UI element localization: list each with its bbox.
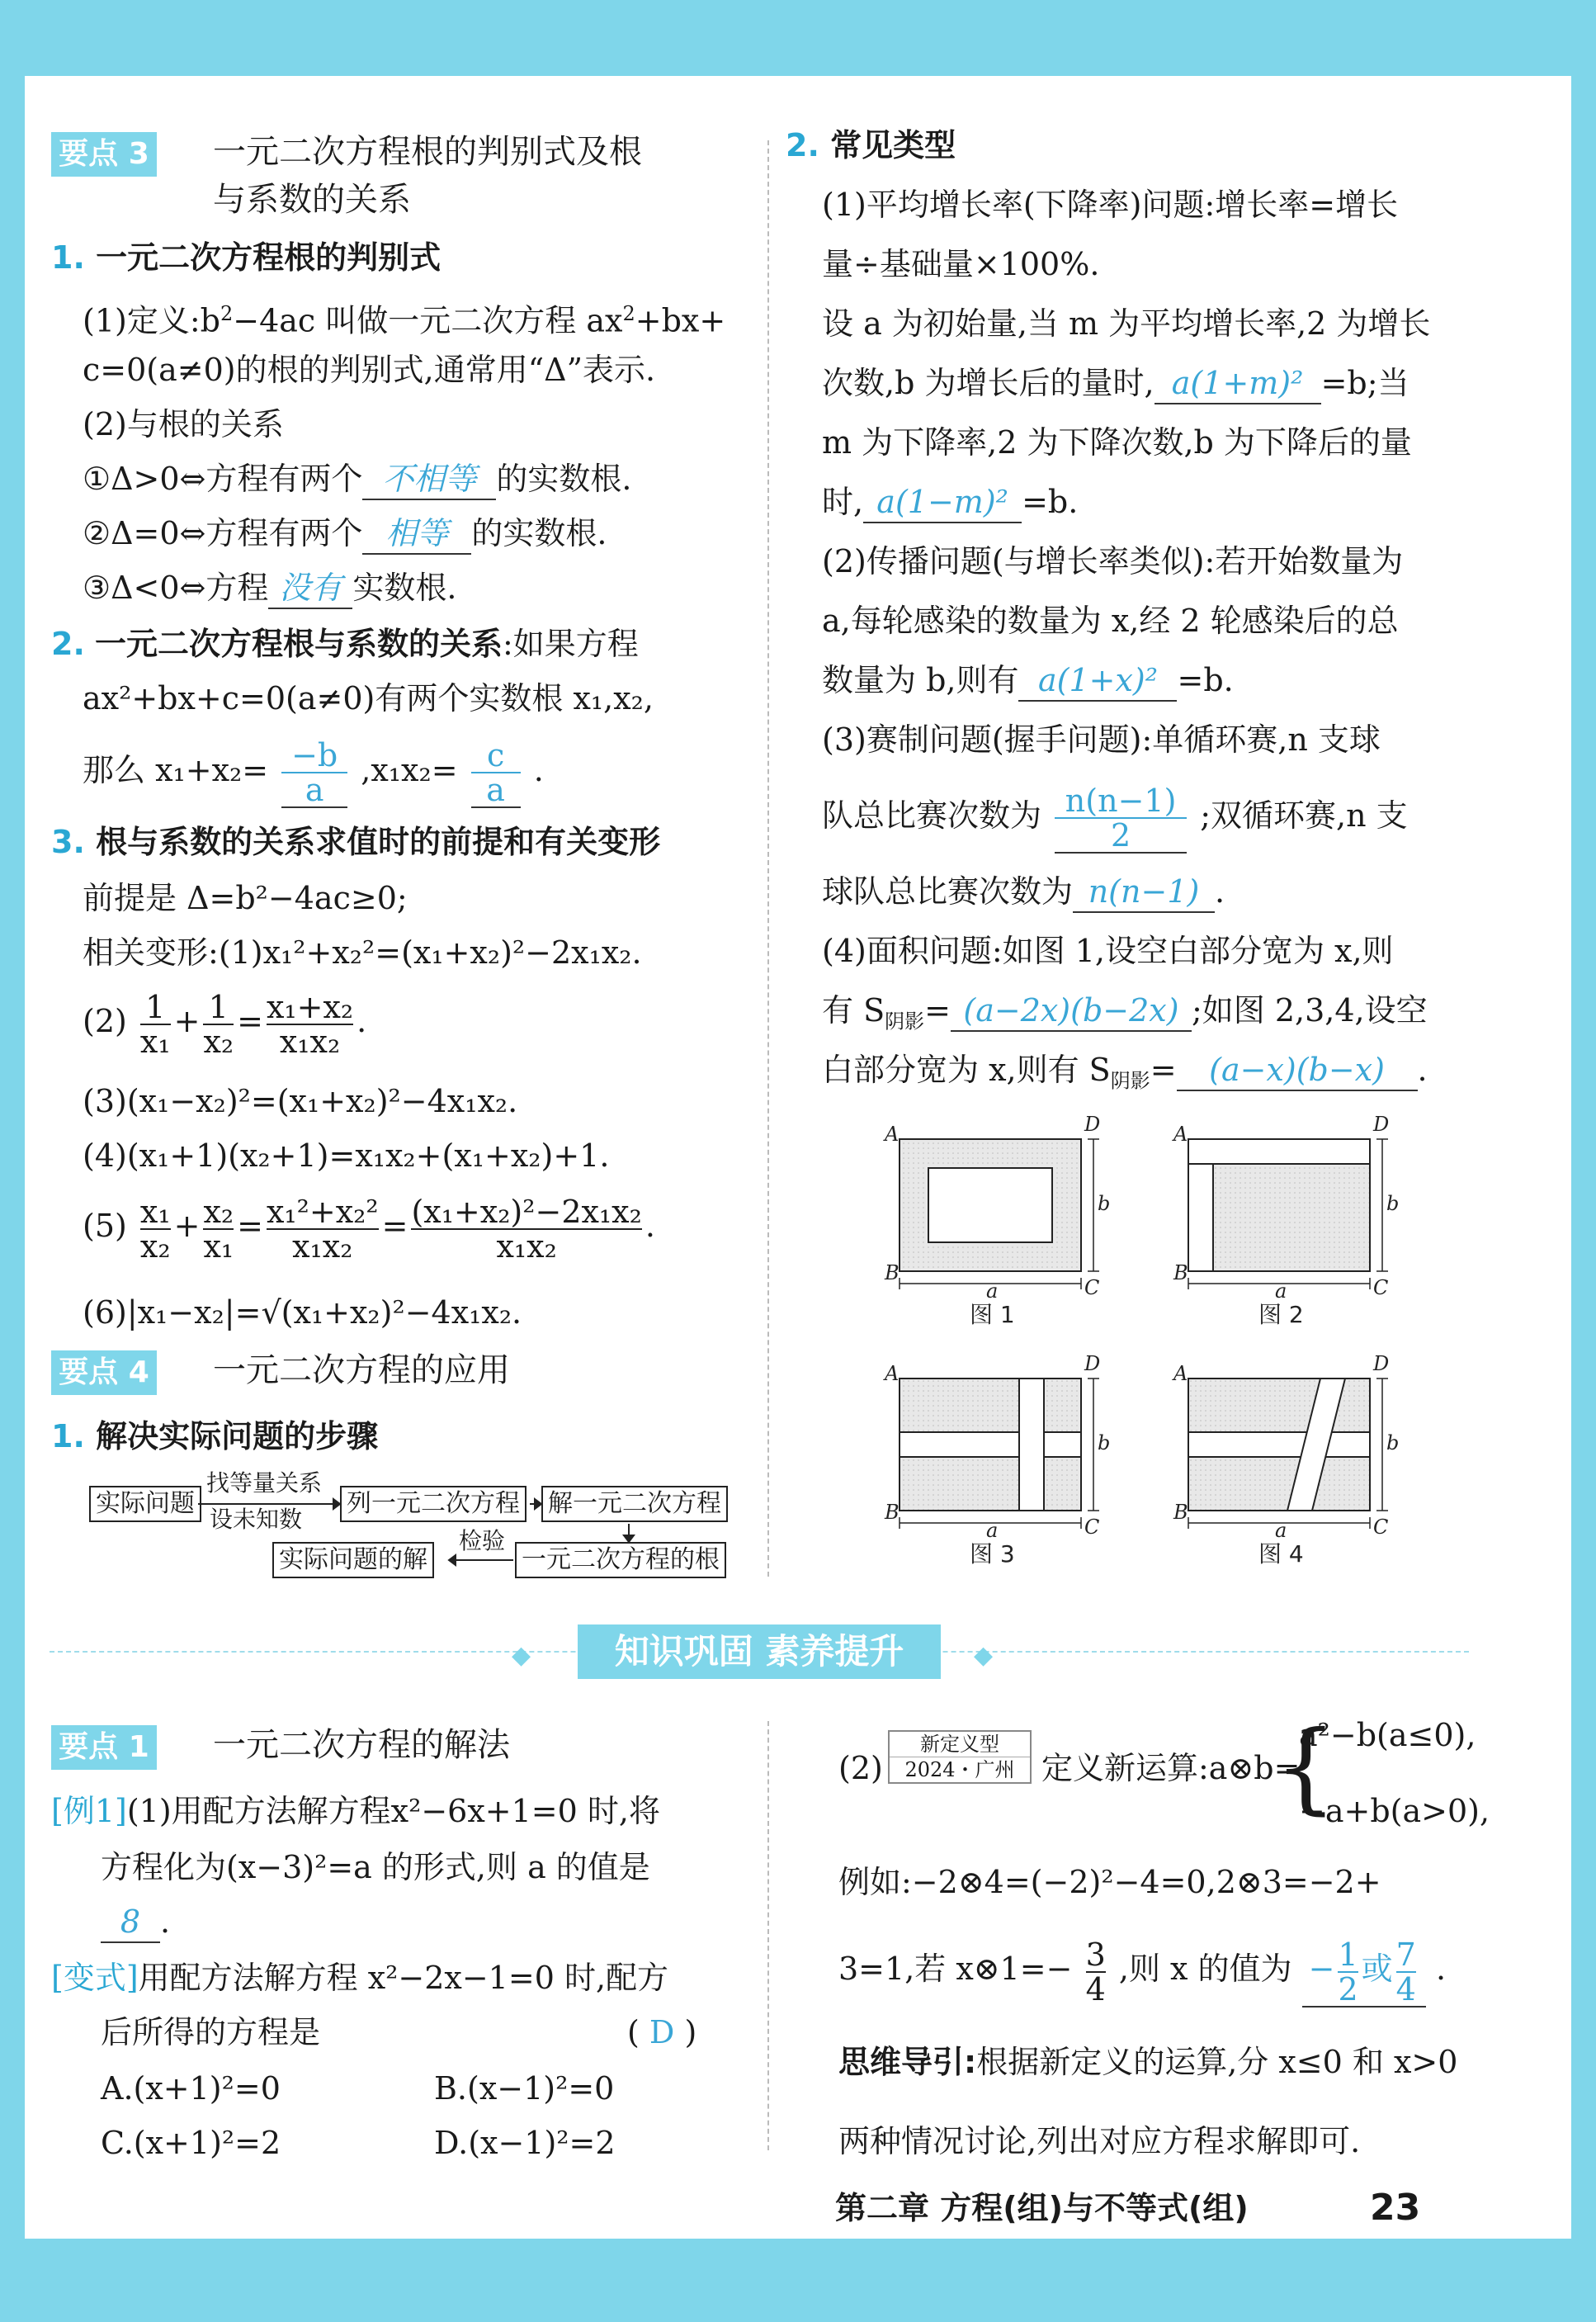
denominator: 4 — [1085, 1970, 1106, 2008]
text: +bx+ — [635, 302, 726, 339]
text: 阴影 — [885, 1010, 925, 1033]
fig1-inner-rect — [928, 1168, 1052, 1242]
brace-icon: { — [1274, 1710, 1338, 1825]
numerator: −b — [281, 739, 347, 773]
subsection-title: 一元二次方程根与系数的关系 — [94, 626, 503, 662]
text: . — [645, 1208, 655, 1244]
option-b: B.(x−1)²=0 — [434, 2070, 615, 2107]
answer-blank: n(n−1) — [1073, 872, 1215, 913]
fig2-label-a: a — [1275, 1279, 1287, 1303]
key-point-tag: 要点 1 — [51, 1725, 157, 1770]
figure-2 — [1188, 1139, 1370, 1271]
question-type-badge — [888, 1730, 1032, 1784]
fig4-caption: 图 4 — [1258, 1540, 1304, 1568]
variant-label: [变式] — [51, 1960, 139, 1996]
text: 次数,b 为增长后的量时, — [822, 365, 1155, 401]
flow-label: 检验 — [459, 1527, 506, 1554]
text: (5) — [83, 1208, 127, 1244]
section-title: 一元二次方程的解法 — [213, 1726, 510, 1764]
text: 那么 x₁+x₂= — [83, 752, 269, 788]
answer-blank: a(1+x)² — [1018, 660, 1177, 702]
fig3-label-D: D — [1084, 1352, 1101, 1375]
answer-fraction — [1396, 1938, 1416, 2006]
numerator: 3 — [1085, 1936, 1106, 1973]
fig1-label-D: D — [1084, 1113, 1101, 1136]
fig3-label-a: a — [986, 1519, 999, 1542]
fig3-label-C: C — [1084, 1516, 1100, 1539]
text: ) — [684, 2014, 697, 2050]
text: 队总比赛次数为 — [822, 797, 1042, 834]
case-line: −a+b(a>0), — [1299, 1793, 1490, 1829]
answer-fraction — [1055, 784, 1187, 854]
answer-blank: 没有 — [268, 568, 352, 609]
flow-box: 列一元二次方程 — [340, 1486, 526, 1522]
text: 用配方法解方程 x²−2x−1=0 时,配方 — [138, 1960, 669, 1996]
fraction — [1086, 1938, 1106, 2006]
fig3-cross — [1020, 1433, 1043, 1456]
flow-box: 实际问题的解 — [272, 1542, 434, 1578]
text: + — [173, 1208, 201, 1244]
text: 有 S — [822, 992, 885, 1029]
numerator: n(n−1) — [1055, 784, 1187, 819]
key-point-tag: 要点 3 — [51, 132, 157, 177]
subsection-heading — [786, 125, 956, 165]
item-number: 1. — [51, 239, 85, 276]
section-title: 一元二次方程根的判别式及根 — [213, 133, 642, 171]
denominator: a — [305, 771, 324, 808]
denominator: 4 — [1395, 1970, 1416, 2008]
fig3-label-B: B — [885, 1501, 900, 1524]
numerator: 1 — [140, 991, 171, 1025]
numerator: x₂ — [203, 1193, 234, 1230]
guide-line — [838, 2042, 1457, 2082]
flow-box: 一元二次方程的根 — [515, 1542, 726, 1578]
text: ;如图 2,3,4,设空 — [1191, 992, 1428, 1029]
column-divider — [767, 140, 769, 1577]
choice-answer — [627, 2012, 696, 2052]
fig3-caption: 图 3 — [970, 1540, 1015, 1568]
fig2-label-C: C — [1373, 1276, 1389, 1299]
flow-box: 实际问题 — [89, 1486, 201, 1522]
definition-line: 定义新运算:a⊗b= — [1041, 1750, 1301, 1786]
text-line: (2)与根的关系 — [83, 406, 284, 442]
answer-blank — [1302, 1932, 1426, 2008]
badge-type: 新定义型 — [920, 1733, 999, 1756]
variant-line — [51, 1958, 668, 1998]
text-line: ax²+bx+c=0(a≠0)有两个实数根 x₁,x₂, — [83, 680, 654, 716]
answer-blank: (a−2x)(b−2x) — [951, 991, 1192, 1032]
numerator: (x₁+x₂)²−2x₁x₂ — [411, 1193, 642, 1230]
badge-source: 2024・广州 — [890, 1757, 1030, 1782]
fig1-label-b: b — [1098, 1192, 1111, 1215]
denominator: x₂ — [203, 1023, 234, 1060]
denominator: 2 — [1338, 1970, 1358, 2008]
denominator: a — [486, 771, 505, 808]
flow-label: 找等量关系 — [206, 1469, 323, 1497]
fig4-label-a: a — [1275, 1519, 1287, 1542]
subsection-title: 一元二次方程根的判别式 — [96, 239, 441, 276]
formula-line: (3)(x₁−x₂)²=(x₁+x₂)²−4x₁x₂. — [83, 1083, 518, 1119]
fig4-label-b: b — [1386, 1431, 1400, 1454]
text: − — [1308, 1951, 1335, 1987]
question-label: (2) — [838, 1750, 883, 1786]
text: . — [160, 1903, 171, 1940]
numerator: 1 — [1338, 1936, 1358, 1973]
example-label: [例1] — [51, 1793, 127, 1829]
example-line — [51, 1791, 660, 1831]
figure-4 — [1188, 1379, 1370, 1511]
text: =b. — [1022, 484, 1079, 520]
text: . — [357, 1003, 367, 1039]
denominator: x₁x₂ — [496, 1227, 557, 1265]
denominator: x₁x₂ — [292, 1227, 353, 1265]
text: ③Δ<0⇔方程 — [83, 570, 269, 606]
example-line: 方程化为(x−3)²=a 的形式,则 a 的值是 — [101, 1849, 650, 1885]
guide-line: 两种情况讨论,列出对应方程求解即可. — [838, 2123, 1361, 2159]
text: −4ac 叫做一元二次方程 ax — [233, 302, 623, 339]
text: ,则 x 的值为 — [1118, 1951, 1292, 1987]
text: = — [381, 1208, 408, 1244]
fig2-left-strip — [1188, 1164, 1213, 1271]
fig2-caption: 图 2 — [1258, 1301, 1304, 1328]
example-line — [101, 1902, 170, 1943]
fig2-label-b: b — [1386, 1192, 1400, 1215]
text: = — [1150, 1052, 1177, 1088]
fig1-label-A: A — [885, 1123, 900, 1146]
text-line — [822, 660, 1234, 702]
area-figures — [866, 1106, 1444, 1585]
subsection-title: 解决实际问题的步骤 — [96, 1418, 379, 1454]
text-line: (4)面积问题:如图 1,设空白部分宽为 x,则 — [822, 933, 1394, 969]
text: 时, — [822, 484, 864, 520]
numerator: x₁²+x₂² — [266, 1193, 379, 1230]
denominator: 2 — [1111, 816, 1131, 854]
fig4-horizontal-strip — [1188, 1432, 1370, 1457]
text: (1)定义:b — [83, 302, 220, 339]
denominator: x₁ — [139, 1023, 171, 1060]
text: 的实数根. — [496, 461, 632, 497]
fig3-label-b: b — [1098, 1431, 1111, 1454]
numerator: 1 — [203, 991, 234, 1025]
fig2-label-A: A — [1173, 1123, 1188, 1146]
flow-label: 设未知数 — [210, 1506, 303, 1533]
text: ;双循环赛,n 支 — [1200, 797, 1408, 834]
section-title: 一元二次方程的应用 — [213, 1351, 510, 1389]
text-line: a,每轮感染的数量为 x,经 2 轮感染后的总 — [822, 603, 1399, 639]
text-line — [822, 872, 1225, 913]
item-number: 1. — [51, 1418, 85, 1454]
text: 实数根. — [352, 570, 457, 606]
figure-3 — [900, 1379, 1081, 1511]
text: 的实数根. — [471, 515, 607, 551]
item-number: 2. — [51, 626, 85, 662]
variant-line: 后所得的方程是 — [101, 2014, 321, 2050]
text: ,x₁x₂= — [361, 752, 458, 788]
numerator: 7 — [1395, 1936, 1416, 1973]
fig4-label-C: C — [1373, 1516, 1389, 1539]
text: 或 — [1361, 1951, 1393, 1987]
text: . — [1417, 1052, 1428, 1088]
figure-1 — [900, 1139, 1081, 1271]
answer-fraction — [1338, 1938, 1358, 2006]
text-line: 前提是 Δ=b²−4ac≥0; — [83, 880, 408, 916]
text-line — [838, 1932, 1446, 2006]
text: 白部分宽为 x,则有 S — [822, 1052, 1111, 1088]
text-line — [822, 1050, 1428, 1101]
numerator: x₁ — [139, 1193, 171, 1230]
chapter-title: 第二章 方程(组)与不等式(组) — [835, 2190, 1249, 2226]
option-d: D.(x−1)²=2 — [434, 2125, 616, 2161]
fig2-label-D: D — [1373, 1113, 1390, 1136]
fig3-horizontal-strip — [900, 1432, 1081, 1457]
formula-line: (4)(x₁+1)(x₂+1)=x₁x₂+(x₁+x₂)+1. — [83, 1137, 610, 1174]
text: :如果方程 — [503, 626, 639, 662]
fig1-label-a: a — [986, 1279, 999, 1303]
text-line — [822, 776, 1408, 855]
text: 根据新定义的运算,分 x≤0 和 x>0 — [976, 2044, 1458, 2080]
answer-blank: a(1+m)² — [1155, 363, 1321, 404]
text: . — [1215, 873, 1225, 910]
fig4-label-B: B — [1173, 1501, 1188, 1524]
denominator: x₁ — [203, 1227, 234, 1265]
text: . — [533, 752, 544, 788]
diamond-right-icon: ◆ — [974, 1641, 994, 1670]
text: =b. — [1177, 662, 1234, 698]
item-number: 3. — [51, 824, 85, 860]
definition-line: (1)定义$:b^2-4ac$ 叫做一元二次方程 $ax^2+bx+$ — [83, 302, 726, 339]
text-line: m 为下降率,2 为下降次数,b 为下降后的量 — [822, 424, 1412, 461]
answer-blank: 相等 — [362, 513, 471, 555]
fig2-label-B: B — [1173, 1261, 1188, 1284]
column-divider — [767, 1721, 769, 2150]
text: + — [173, 1003, 201, 1039]
page-number: 23 — [1370, 2187, 1421, 2229]
text-line: (2)传播问题(与增长率类似):若开始数量为 — [822, 543, 1404, 579]
text-line — [822, 363, 1409, 404]
option-c: C.(x+1)²=2 — [101, 2125, 281, 2161]
text-line — [822, 482, 1078, 523]
answer-blank: 不相等 — [362, 459, 496, 500]
fig1-label-C: C — [1084, 1276, 1100, 1299]
text: 3=1,若 x⊗1=− — [838, 1951, 1073, 1987]
text-line: 设 a 为初始量,当 m 为平均增长率,2 为增长 — [822, 305, 1431, 342]
fig4-label-D: D — [1373, 1352, 1390, 1375]
text: ①Δ>0⇔方程有两个 — [83, 461, 363, 497]
fig2-top-strip — [1188, 1139, 1370, 1164]
item-number: 2. — [786, 127, 819, 163]
key-point-tag: 要点 4 — [51, 1350, 157, 1395]
option-a: A.(x+1)²=0 — [101, 2070, 281, 2107]
numerator: x₁+x₂ — [266, 988, 354, 1025]
fig1-caption: 图 1 — [970, 1301, 1015, 1328]
text: 球队总比赛次数为 — [822, 873, 1074, 910]
answer-choice: D — [649, 2014, 675, 2050]
text-line: 量÷基础量×100%. — [822, 246, 1100, 282]
flow-box: 解一元二次方程 — [541, 1486, 728, 1522]
denominator: x₁x₂ — [279, 1023, 341, 1060]
text-line: (1)平均增长率(下降率)问题:增长率=增长 — [822, 187, 1399, 223]
definition-line: c=0(a≠0)的根的判别式,通常用“Δ”表示. — [83, 352, 656, 388]
text: = — [237, 1208, 263, 1244]
case-line: a²−b(a≤0), — [1299, 1717, 1476, 1753]
section-banner: 知识巩固 素养提升 — [578, 1624, 941, 1679]
fig4-label-A: A — [1173, 1362, 1188, 1385]
subsection-title: 常见类型 — [830, 127, 956, 163]
text: 阴影 — [1110, 1069, 1150, 1093]
section-title-cont: 与系数的关系 — [213, 181, 411, 219]
diamond-left-icon: ◆ — [512, 1641, 531, 1670]
text: (1)用配方法解方程x²−6x+1=0 时,将 — [126, 1793, 660, 1829]
text-line: (3)赛制问题(握手问题):单循环赛,n 支球 — [822, 721, 1381, 758]
text: =b;当 — [1320, 365, 1409, 401]
text-line: 例如:−2⊗4=(−2)²−4=0,2⊗3=−2+ — [838, 1864, 1381, 1900]
text: ②Δ=0⇔方程有两个 — [83, 515, 363, 551]
formula-line: 相关变形:(1)x₁²+x₂²=(x₁+x₂)²−2x₁x₂. — [83, 934, 642, 971]
answer-blank: a(1−m)² — [863, 482, 1022, 523]
text: 数量为 b,则有 — [822, 662, 1019, 698]
text: ( — [627, 2014, 640, 2050]
numerator: c — [471, 739, 521, 773]
fig1-label-B: B — [885, 1261, 900, 1284]
text: = — [924, 992, 951, 1029]
text: = — [237, 1003, 263, 1039]
text-line — [822, 991, 1428, 1042]
answer-blank: (a−x)(b−x) — [1177, 1050, 1418, 1091]
denominator: x₂ — [139, 1227, 171, 1265]
formula-line: (6)|x₁−x₂|=√(x₁+x₂)²−4x₁x₂. — [83, 1294, 522, 1331]
fig3-label-A: A — [885, 1362, 900, 1385]
text: . — [1435, 1951, 1447, 1987]
guide-label: 思维导引: — [838, 2044, 977, 2080]
subsection-title: 根与系数的关系求值时的前提和有关变形 — [96, 824, 661, 860]
text: (2) — [83, 1003, 127, 1039]
answer-blank: 8 — [101, 1902, 160, 1943]
